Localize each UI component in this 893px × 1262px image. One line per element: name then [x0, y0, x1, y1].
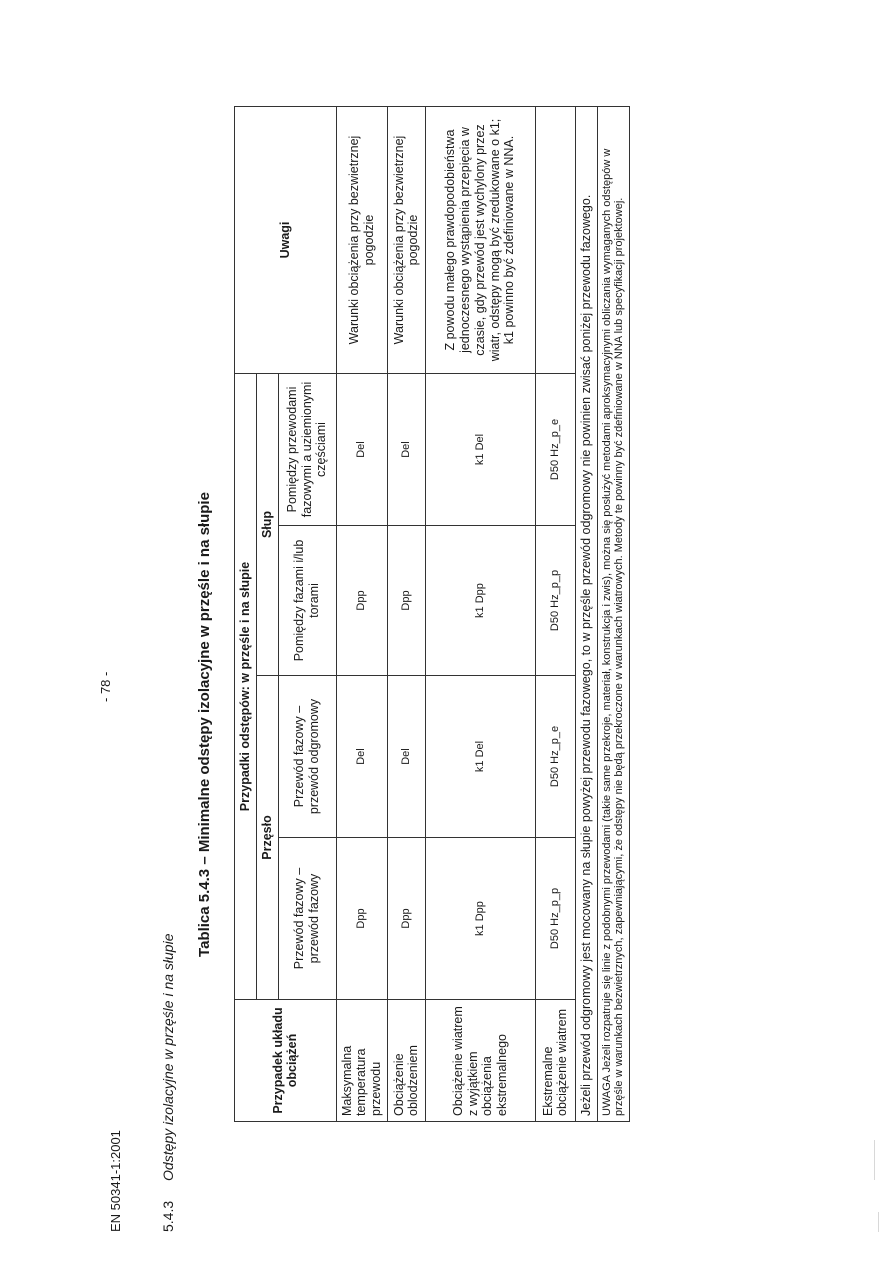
scan-edge-mark	[878, 1212, 879, 1232]
header-span-phase-earth: Przewód fazowy – przewód odgromowy	[278, 676, 336, 838]
table-row	[425, 107, 535, 1122]
row-load-case: Ekstremalne obciążenie wiatrem	[535, 1000, 575, 1122]
table-header-row-1	[235, 107, 257, 1122]
row-tower-pp: k1 Dpp	[425, 526, 535, 676]
header-group: Przypadki odstępów: w przęśle i na słupie	[235, 374, 257, 1000]
table-note-row	[575, 107, 597, 1122]
header-tower-phase-earth: Pomiędzy przewodami fazowymi a uziemionymi częściami	[278, 374, 336, 526]
clearance-table	[234, 106, 630, 1122]
row-span-pp: D50 Hz_p_p	[535, 838, 575, 1000]
header-load-case: Przypadek układu obciążeń	[235, 1000, 337, 1122]
header-tower: Słup	[256, 374, 278, 676]
row-span-pe: Del	[387, 676, 425, 838]
header-span: Przęsło	[256, 676, 278, 1000]
row-remarks	[535, 107, 575, 374]
table-caption: Tablica 5.4.3 – Minimalne odstępy izolacyjne w przęśle i na słupie	[196, 492, 213, 957]
section-title: Odstępy izolacyjne w przęśle i na słupie	[160, 933, 176, 1181]
scan-edge-mark	[874, 1140, 875, 1180]
row-remarks: Z powodu małego prawdopodobieństwa jednoczesnego wystąpienia przepięcia w czasie, gdy przewód jest wychylony przez wiatr, odstępy mogą być zredukowane o k1; k1 powinno być zdefiniowane w NNA.	[425, 107, 535, 374]
row-tower-pp: Dpp	[336, 526, 387, 676]
row-span-pe: D50 Hz_p_e	[535, 676, 575, 838]
section-number: 5.4.3	[160, 1200, 176, 1232]
table-note-2: UWAGA Jeżeli rozpatruje się linie z podobnymi przewodami (takie same przekroje, materiał, konstrukcja i zwis), można się posłużyć metodami aproksymacyjnymi obliczania wymaganych odstępów w przęśle w warunkach bezwietrznych, zapewniającymi, że odstępy nie będą przekroczone w warunkach wiatrowych. Metody te powinny być zdefiniowane w NNA lub specyfikacji projektowej.	[597, 107, 630, 1122]
row-span-pp: Dpp	[387, 838, 425, 1000]
header-span-phase-phase: Przewód fazowy – przewód fazowy	[278, 838, 336, 1000]
row-span-pp: Dpp	[336, 838, 387, 1000]
row-tower-pe: Del	[387, 374, 425, 526]
section-heading	[160, 934, 176, 1233]
row-tower-pp: Dpp	[387, 526, 425, 676]
header-remarks: Uwagi	[235, 107, 337, 374]
row-load-case: Obciążenie oblodzeniem	[387, 1000, 425, 1122]
page-number: - 78 -	[98, 671, 113, 702]
row-tower-pe: D50 Hz_p_e	[535, 374, 575, 526]
row-tower-pe: k1 Del	[425, 374, 535, 526]
row-span-pe: Del	[336, 676, 387, 838]
row-span-pp: k1 Dpp	[425, 838, 535, 1000]
table-note-1: Jeżeli przewód odgromowy jest mocowany na słupie powyżej przewodu fazowego, to w przęśle przewód odgromowy nie powinien zwisać poniżej przewodu fazowego.	[575, 107, 597, 1122]
row-tower-pe: Del	[336, 374, 387, 526]
row-remarks: Warunki obciążenia przy bezwietrznej pogodzie	[387, 107, 425, 374]
table-note-row	[597, 107, 630, 1122]
row-tower-pp: D50 Hz_p_p	[535, 526, 575, 676]
table-row	[336, 107, 387, 1122]
row-remarks: Warunki obciążenia przy bezwietrznej pogodzie	[336, 107, 387, 374]
row-load-case: Obciążenie wiatrem z wyjątkiem obciążenia ekstremalnego	[425, 1000, 535, 1122]
document-code: EN 50341-1:2001	[108, 1130, 123, 1232]
table-row	[387, 107, 425, 1122]
header-tower-phase-phase: Pomiędzy fazami i/lub torami	[278, 526, 336, 676]
table-row	[535, 107, 575, 1122]
row-span-pe: k1 Del	[425, 676, 535, 838]
row-load-case: Maksymalna temperatura przewodu	[336, 1000, 387, 1122]
